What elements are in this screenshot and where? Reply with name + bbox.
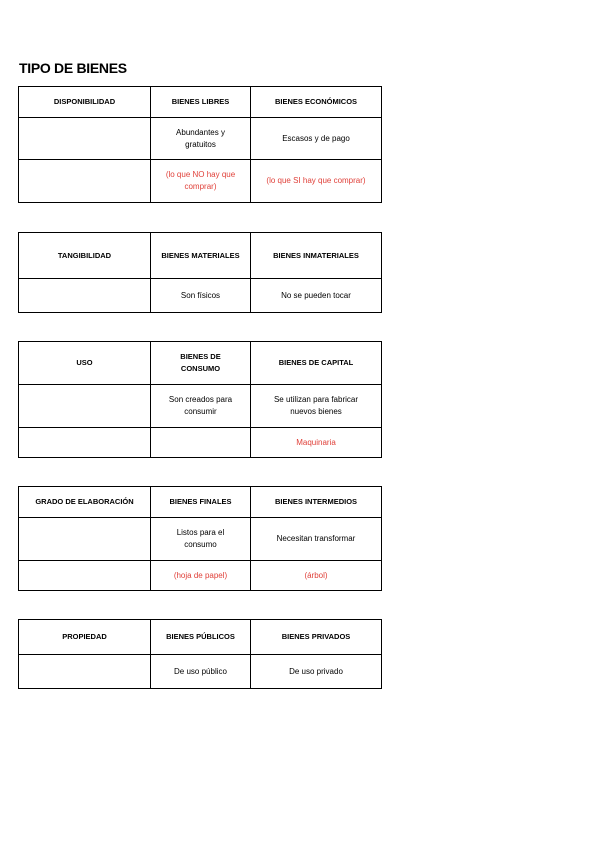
table-propiedad (18, 619, 382, 689)
description-cell: Son físicos (151, 279, 251, 313)
example-cell: (árbol) (251, 561, 382, 591)
description-cell: Necesitan transformar (251, 518, 382, 561)
column-header: BIENES MATERIALES (151, 233, 251, 279)
category-header: USO (19, 342, 151, 385)
empty-cell (19, 279, 151, 313)
example-cell: Maquinaria (251, 428, 382, 458)
table-disponibilidad (18, 86, 382, 203)
column-header: BIENES PÚBLICOS (151, 620, 251, 655)
table-header-row (19, 620, 382, 655)
table-header-row (19, 233, 382, 279)
empty-cell (19, 428, 151, 458)
column-header: BIENES FINALES (151, 487, 251, 518)
table-row (19, 160, 382, 203)
table-row (19, 561, 382, 591)
category-header: DISPONIBILIDAD (19, 87, 151, 118)
category-header: GRADO DE ELABORACIÓN (19, 487, 151, 518)
page-title: TIPO DE BIENES (19, 60, 127, 76)
column-header: BIENES PRIVADOS (251, 620, 382, 655)
empty-cell (151, 428, 251, 458)
description-cell: Listos para el consumo (151, 518, 251, 561)
description-cell: Escasos y de pago (251, 118, 382, 160)
table-row (19, 385, 382, 428)
table-header-row (19, 487, 382, 518)
table-header-row (19, 342, 382, 385)
column-header: BIENES ECONÓMICOS (251, 87, 382, 118)
empty-cell (19, 518, 151, 561)
description-cell: De uso privado (251, 655, 382, 689)
description-cell: De uso público (151, 655, 251, 689)
column-header: BIENES DE CONSUMO (151, 342, 251, 385)
description-cell: Se utilizan para fabricar nuevos bienes (251, 385, 382, 428)
category-header: PROPIEDAD (19, 620, 151, 655)
table-row (19, 118, 382, 160)
table-row (19, 655, 382, 689)
example-cell: (lo que NO hay que comprar) (151, 160, 251, 203)
empty-cell (19, 118, 151, 160)
table-uso (18, 341, 382, 458)
column-header: BIENES INTERMEDIOS (251, 487, 382, 518)
table-tangibilidad (18, 232, 382, 313)
empty-cell (19, 385, 151, 428)
category-header: TANGIBILIDAD (19, 233, 151, 279)
example-cell: (lo que SI hay que comprar) (251, 160, 382, 203)
empty-cell (19, 561, 151, 591)
example-cell: (hoja de papel) (151, 561, 251, 591)
description-cell: Son creados para consumir (151, 385, 251, 428)
description-cell: No se pueden tocar (251, 279, 382, 313)
table-row (19, 518, 382, 561)
table-row (19, 428, 382, 458)
table-grado-elaboracion (18, 486, 382, 591)
column-header: BIENES DE CAPITAL (251, 342, 382, 385)
table-header-row (19, 87, 382, 118)
empty-cell (19, 160, 151, 203)
table-row (19, 279, 382, 313)
description-cell: Abundantes y gratuitos (151, 118, 251, 160)
empty-cell (19, 655, 151, 689)
column-header: BIENES LIBRES (151, 87, 251, 118)
column-header: BIENES INMATERIALES (251, 233, 382, 279)
